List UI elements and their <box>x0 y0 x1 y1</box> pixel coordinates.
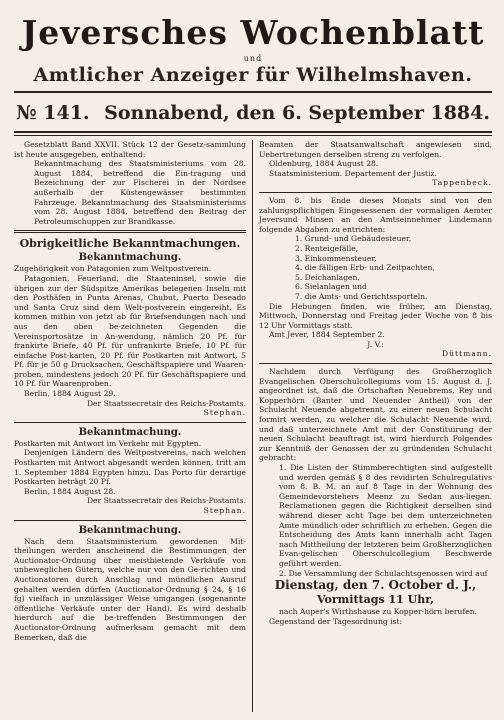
notice-1-body: Patagonien, Feuerland, die Staateninsel, sowie die übrigen zur der Südspitze Amerikas belegenen Inseln mit den Posthäfen in Punta Arenas, Chubut, Puerto Deseado und Santa Cruz sind dem Welt-postverein eingereiht. Es kommen mithin von jetzt ab für Briefsendungen nach und aus den oben be-zeichneten Gegenden die Vereinsportosätze in An-wendung, nämlich 20 Pf. für frankirte Briefe, 40 Pf. für unfrankirte Briefe, 10 Pf. für einfache Post-karten, 20 Pf. für Postkarten mit Antwort, 5 Pf. für je 50 g Drucksachen, Geschäftspapiere und Waaren-proben, mindestens jedoch 20 Pf. für Geschäftspapiere und 10 Pf. für Waarenproben. <box>14 273 246 389</box>
list-item: 7. die Amts- und Gerichtssporteln. <box>295 291 428 301</box>
divider <box>14 422 246 423</box>
notice-2-signature: Stephan. <box>203 506 246 515</box>
right-column <box>253 140 492 712</box>
school-point-2: 2. Die Versammlung der Schulachtsgenossen wird auf <box>279 568 488 578</box>
notice-1-title: Bekanntmachung. <box>78 252 182 264</box>
divider <box>259 192 492 193</box>
collection-times: Die Hebungen finden, wie früher, am Dienstag, Mittwoch, Donnerstag und Freitag jeder Woche von 8 bis 12 Uhr Vormittags statt. <box>259 301 492 330</box>
notice-3-body: Nach dem Staatsministerium gewordenen Mit-theilungen werden anscheinend die Bestimmungen der Auctionator-Ordnung über meistbietende Verkäufe von unbeweglichen Gütern, welche nur von den Ge-richten und Auctionatoren durch Anschlag und mündlichen Ausruf gehalten werden dürfen (Auctionator-Ordnung § 24, § 16 fg) vielfach in unzulässiger Weise umgangen (sogenannte öffentliche Verkäufe unter der Hand). Es wird deshalb hierdurch auf die be-treffenden Bestimmungen der Auctionator-Ordnung aufmerksam gemacht mit dem Bemerken, daß die <box>14 536 246 642</box>
newspaper-page <box>14 12 492 712</box>
tax-list <box>259 234 492 301</box>
issue-number: № 141. <box>16 102 90 124</box>
masthead <box>14 12 492 136</box>
list-item: 4. die fälligen Erb- und Zeitpachten, <box>295 263 435 273</box>
meeting-place: nach Auper's Wirthshause zu Kopper-hörn berufen. <box>279 607 478 617</box>
notice-3-title: Bekanntmachung. <box>78 524 182 536</box>
school-point-1: 1. Die Listen der Stimmberechtigten sind aufgestellt und werden gemäß § 8 des revidirten Schulregulativs vom 8. B. M. an auf 8 Tage in der Wohnung des Gemeindevorstehers Meenz zu Sedan aus-liegen. Reclamationen gegen die Richtigkeit derselben sind während dieser acht Tage bei dem unterzeichneten Amte mündlich oder schriftlich zu erheben. Gegen die Entscheidung des Amts kann innerhalb acht Tagen nach Mittheilung der letzteren beim Großherzoglichen Evan-gelischen Oberschulcollegium Beschwerde geführt werden. <box>279 463 492 568</box>
notice-1-signature: Stephan. <box>203 408 246 418</box>
newspaper-subtitle: Amtlicher Anzeiger für Wilhelmshaven. <box>33 64 473 86</box>
list-item: 6. Sielanlagen und <box>295 282 367 292</box>
office-1: Staatsministerium. Departement der Justiz. <box>269 168 437 178</box>
notice-2-office: Der Staatssecretair des Reichs-Postamts. <box>86 496 246 506</box>
signature-2: Düttmann. <box>441 349 492 359</box>
dateline-rule <box>14 131 492 133</box>
notice-1-place: Berlin, 1884 August 29. <box>24 389 116 399</box>
notice-1-office: Der Staatssecretair des Reichs-Postamts. <box>86 398 246 408</box>
list-item: 3. Einkommensteuer, <box>295 253 377 263</box>
intro-contents: Bekanntmachung des Staatsministeriums vom 28. August 1884, betreffend die Ein-tragung und Bezeichnung der zur Fischerei in der Nordsee außerhalb der Küstengewässer bestimmten Fahrzeuge. Bekanntmachung des Staatsministeriums vom 28. August 1884, betreffend den Beitrag der Petroleumschuppen zur Brandkasse. <box>34 159 246 226</box>
masthead-und: und <box>243 54 263 63</box>
signature-1: Tappenbeck. <box>432 178 492 188</box>
masthead-rule <box>14 91 492 93</box>
notice-2-title: Bekanntmachung. <box>78 426 182 438</box>
continued-text: Beamten der Staatsanwaltschaft angewiesen sind, Uebertretungen derselben streng zu verfolgen. <box>259 140 492 159</box>
list-item: 2. Renteigefälle, <box>295 243 359 253</box>
notice-2-subject: Postkarten mit Antwort im Verkehr mit Egypten. <box>14 438 202 448</box>
left-column <box>14 140 253 712</box>
place-1: Oldenburg, 1884 August 28. <box>269 159 379 169</box>
divider <box>14 520 246 521</box>
list-item: 5. Deichanlagen, <box>295 272 360 282</box>
dateline-rule-thin <box>14 135 492 136</box>
meeting-day: Dienstag, den 7. October d. J., <box>274 578 477 593</box>
newspaper-title: Jeversches Wochenblatt <box>21 13 485 52</box>
dateline <box>14 99 492 127</box>
intro-text: Gesetzblatt Band XXVII. Stück 12 der Gesetz-sammlung ist heute ausgegeben, enthaltend: <box>14 140 246 159</box>
list-item: 1. Grund- und Gebäudesteuer, <box>295 234 412 244</box>
section-title: Obrigkeitliche Bekanntmachungen. <box>19 237 241 251</box>
notice-1-subject: Zugehörigkeit von Patagonien zum Weltpostverein. <box>14 264 212 274</box>
columns <box>14 140 492 712</box>
tax-notice: Vom 8. bis Ende dieses Monats sind von den zahlungspflichtigen Eingesessenen der vormaligen Aemter Jeversund Minsen an den Amtseinnehmer Lindemann folgende Abgaben zu entrichten: <box>259 195 492 234</box>
place-2: Amt Jever, 1884 September 2. <box>269 330 385 340</box>
notice-2-place: Berlin, 1884 August 28. <box>24 486 116 496</box>
divider <box>259 363 492 364</box>
notice-2-body: Denjenigen Ländern des Weltpostvereins, nach welchen Postkarten mit Antwort abgesandt werden können, tritt am 1. September 1884 Egypten hinzu. Das Porto für derartige Postkarten beträgt 20 Pf. <box>14 448 246 487</box>
issue-date: Sonnabend, den 6. September 1884. <box>104 102 490 124</box>
jv-label: J. V.: <box>367 339 384 349</box>
meeting-time: Vormittags 11 Uhr, <box>316 593 435 607</box>
section-divider <box>14 230 246 233</box>
school-notice: Nachdem durch Verfügung des Großherzoglich Evangelischen Oberschulcollegiums vom 15. August d. J. angeordnet ist, daß die Ortschaften Neuebrems, Rey und Kopperhörn (Banter und Neuender Antheil) von der Schulacht Neuende abgetrennt, zu einer neuen Schulacht formirt werden, zu welcher die Schulacht Neuende wird, und daß unterzeichnete Amt mit der Constituirung der neuen Schulacht beauftragt ist, wird hierdurch Folgendes zur Kenntniß der Genossen der zu gründenden Schulacht gebracht: <box>259 367 492 463</box>
agenda-label: Gegenstand der Tagesordnung ist: <box>269 616 403 626</box>
